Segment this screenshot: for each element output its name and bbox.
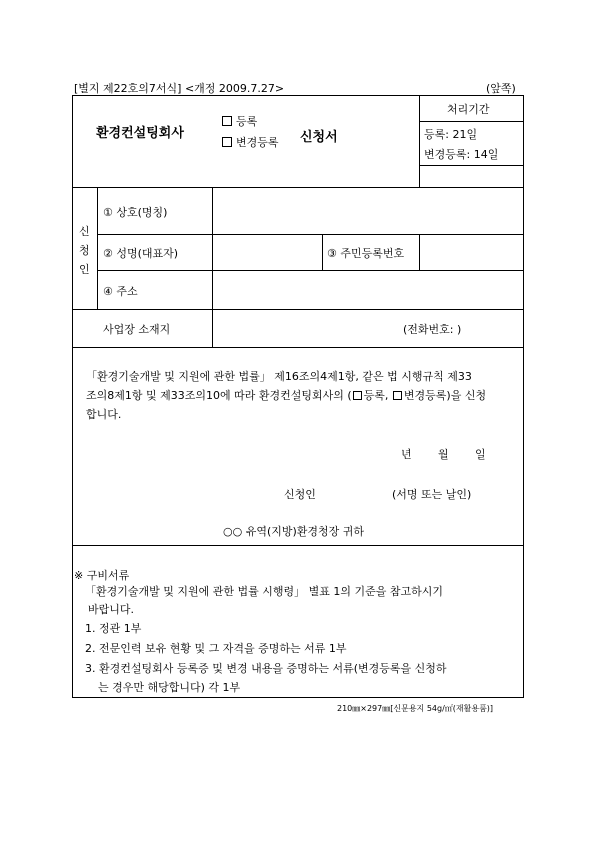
applicant-char: 청 bbox=[79, 244, 90, 257]
resident-id-label: ③ 주민등록번호 bbox=[327, 247, 405, 260]
page-side-label: (앞쪽) bbox=[486, 82, 516, 95]
statement-register-label: 등록, bbox=[363, 389, 389, 402]
signature-label: (서명 또는 날인) bbox=[392, 488, 472, 501]
documents-item-3-line-2: 는 경우만 해당합니다) 각 1부 bbox=[98, 681, 241, 694]
form-number: [별지 제22호의7서식] <개정 2009.7.27> bbox=[74, 82, 285, 95]
resident-id-field[interactable] bbox=[421, 236, 522, 269]
representative-field[interactable] bbox=[214, 236, 320, 269]
option-register-label: 등록 bbox=[236, 115, 258, 128]
documents-intro-2: 바랍니다. bbox=[88, 603, 135, 616]
site-field[interactable] bbox=[214, 311, 394, 346]
option-register[interactable] bbox=[222, 113, 257, 129]
option-change-label: 변경등록 bbox=[236, 136, 279, 149]
statement-change-checkbox[interactable] bbox=[393, 391, 402, 400]
documents-title: ※ 구비서류 bbox=[74, 569, 130, 582]
statement-register-checkbox[interactable] bbox=[353, 391, 362, 400]
option-change[interactable] bbox=[222, 134, 279, 150]
company-name-field[interactable] bbox=[214, 189, 522, 233]
documents-item-3-line-1: 3. 환경컨설팅회사 등록증 및 변경 내용을 증명하는 서류(변경등록을 신청하 bbox=[85, 662, 447, 675]
applicant-char: 인 bbox=[79, 263, 90, 276]
processing-label: 처리기간 bbox=[447, 103, 490, 116]
form-title: 환경컨설팅회사 bbox=[96, 126, 184, 141]
statement-change-label: 변경등록)을 신청 bbox=[403, 389, 487, 402]
date-day: 일 bbox=[475, 448, 486, 461]
site-label: 사업장 소재지 bbox=[103, 323, 171, 336]
site-phone: (전화번호: ) bbox=[403, 323, 462, 336]
date-year: 년 bbox=[401, 448, 412, 461]
processing-change: 변경등록: 14일 bbox=[424, 148, 499, 161]
company-name-label: ① 상호(명칭) bbox=[103, 206, 168, 219]
documents-item-2: 2. 전문인력 보유 현황 및 그 자격을 증명하는 서류 1부 bbox=[85, 642, 347, 655]
applicant-char: 신 bbox=[79, 225, 90, 238]
address-label: ④ 주소 bbox=[103, 285, 138, 298]
statement-line-1: 「환경기술개발 및 지원에 관한 법률」 제16조의4제1항, 같은 법 시행규칙 제33 bbox=[86, 370, 472, 383]
statement-line-3: 합니다. bbox=[86, 408, 122, 421]
register-checkbox[interactable] bbox=[222, 116, 232, 126]
documents-intro-1: 「환경기술개발 및 지원에 관한 법률 시행령」 별표 1의 기준을 참고하시기 bbox=[85, 585, 443, 598]
date-month: 월 bbox=[438, 448, 449, 461]
statement-line-2 bbox=[86, 386, 486, 405]
documents-item-1: 1. 정관 1부 bbox=[85, 622, 142, 635]
recipient: ○○ 유역(지방)환경청장 귀하 bbox=[223, 525, 365, 538]
processing-register: 등록: 21일 bbox=[424, 128, 478, 141]
applicant-sign-label: 신청인 bbox=[284, 488, 316, 501]
address-field[interactable] bbox=[214, 272, 522, 308]
statement-line-2-text: 조의8제1항 및 제33조의10에 따라 환경컨설팅회사의 ( bbox=[86, 389, 352, 402]
paper-spec: 210㎜×297㎜[신문용지 54g/㎡(재활용품)] bbox=[337, 704, 494, 713]
form-title-suffix: 신청서 bbox=[300, 130, 338, 145]
change-checkbox[interactable] bbox=[222, 137, 232, 147]
representative-label: ② 성명(대표자) bbox=[103, 247, 179, 260]
